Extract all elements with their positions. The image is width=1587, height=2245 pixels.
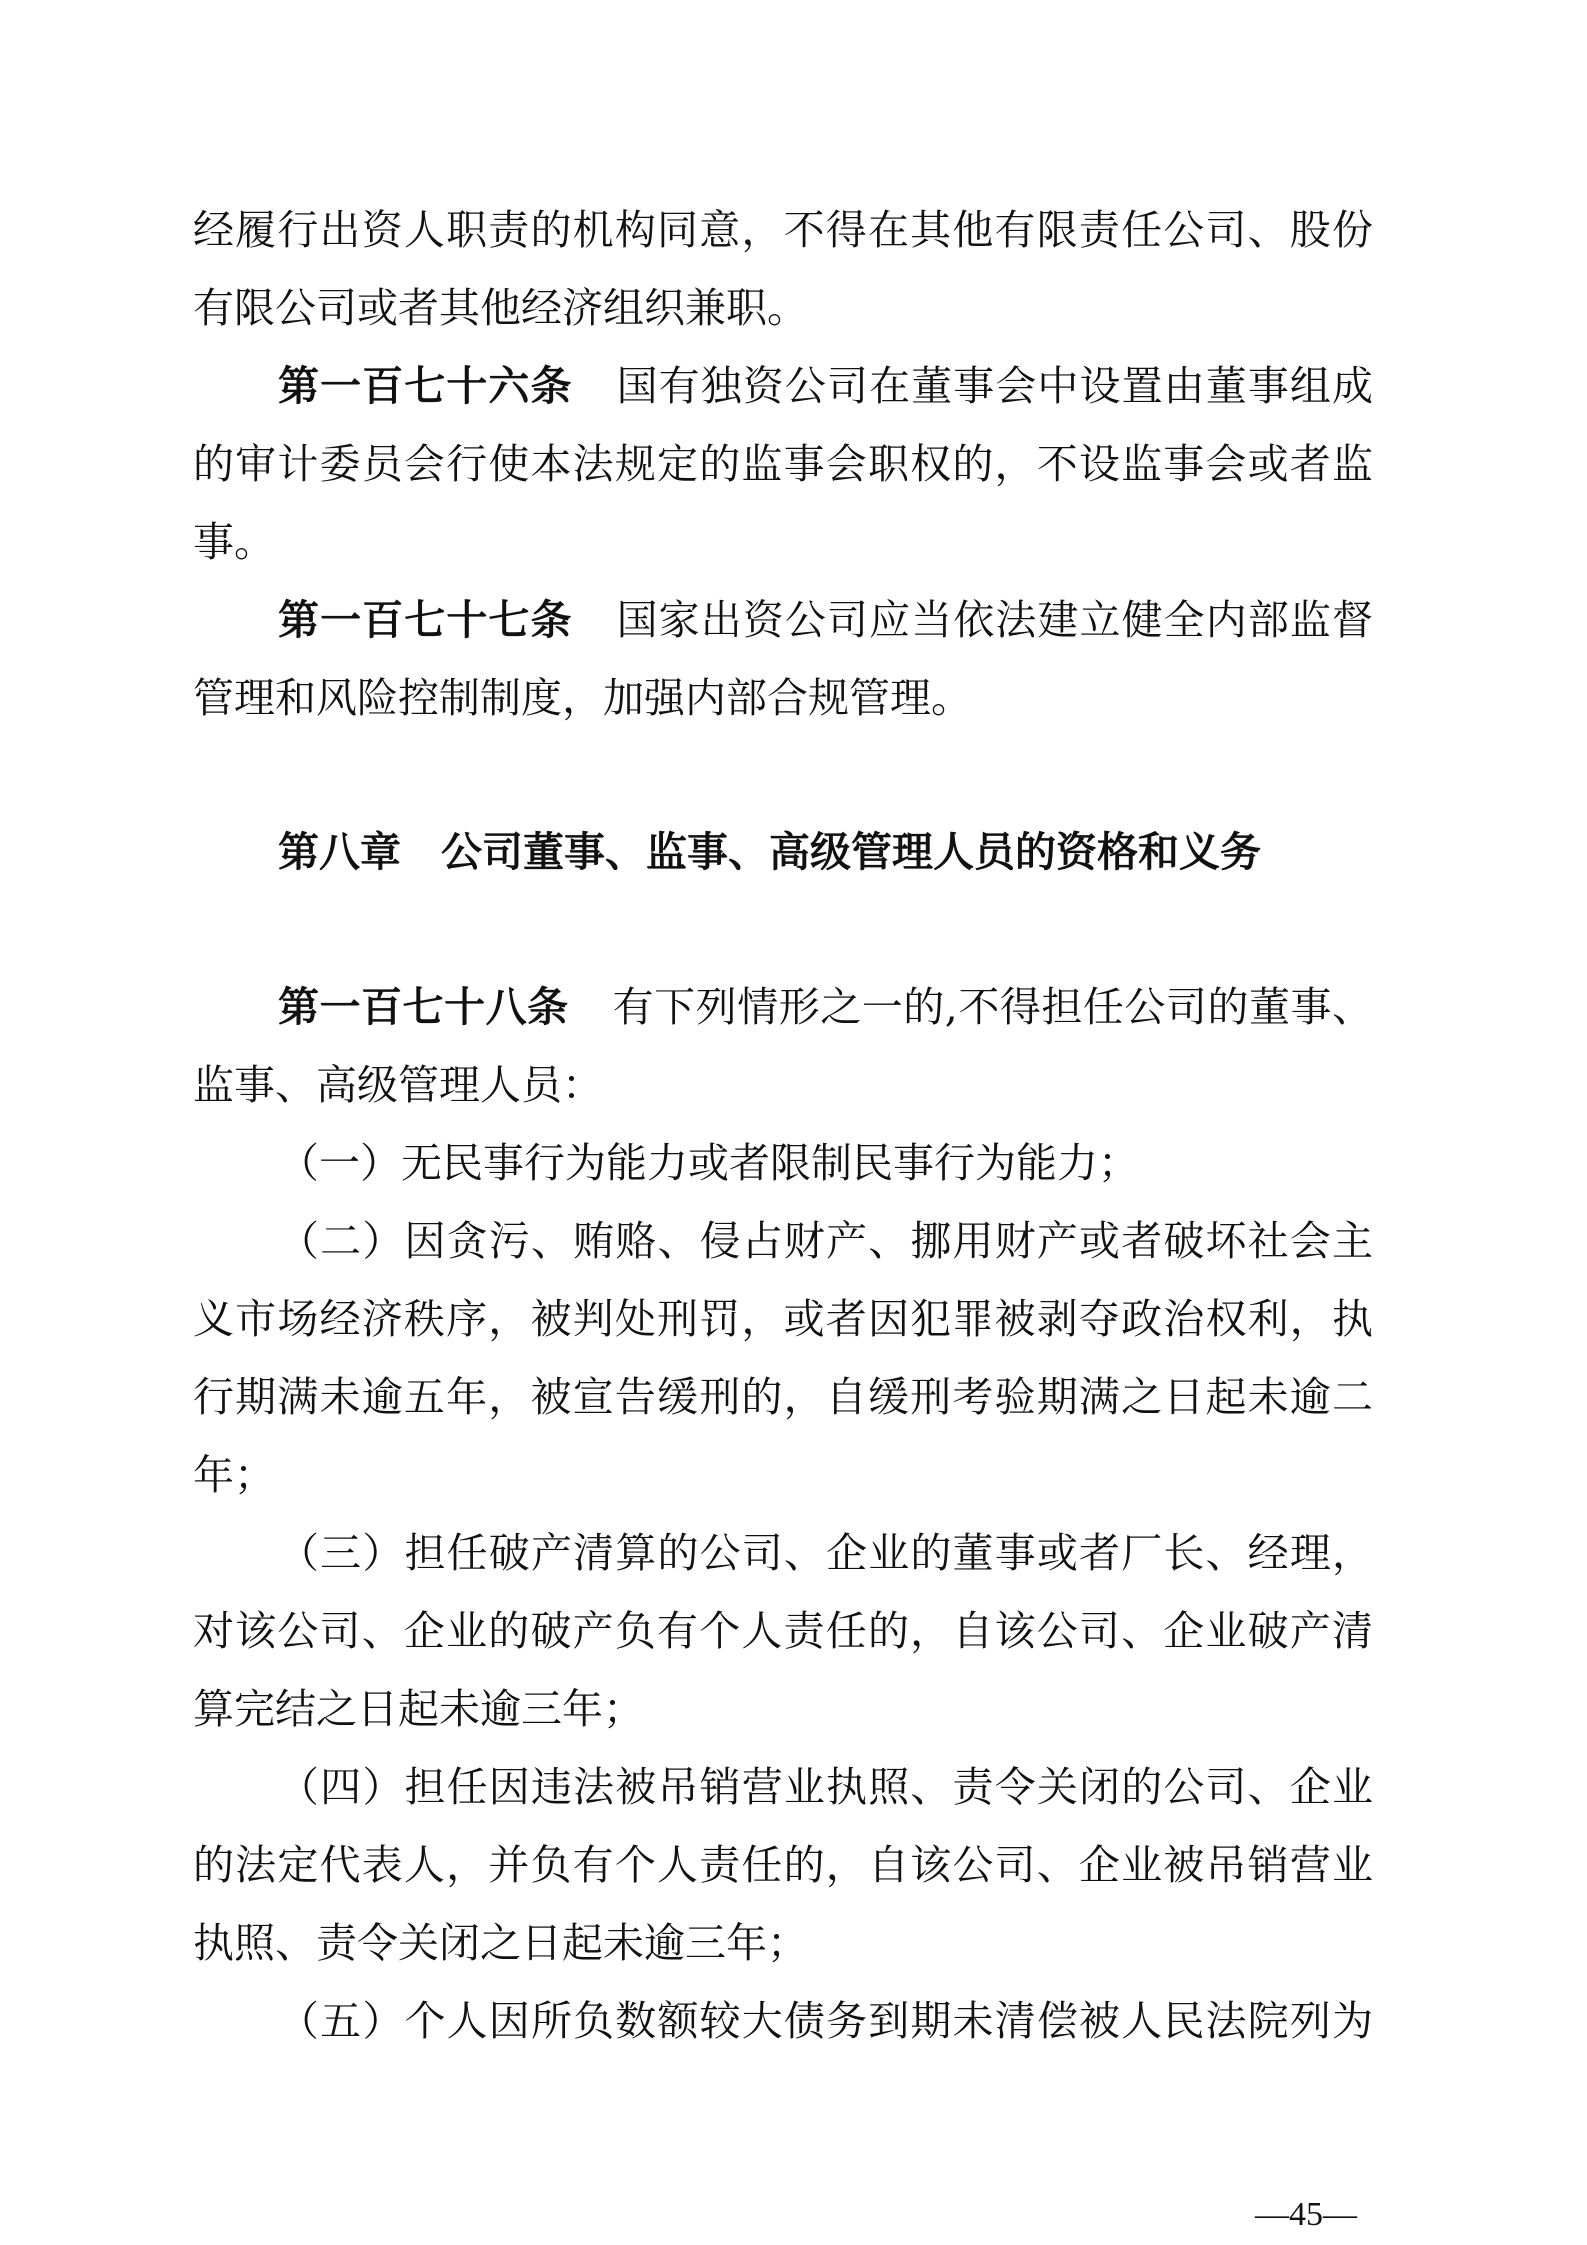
paragraph-line: 的审计委员会行使本法规定的监事会职权的，不设监事会或者监 [193,440,1373,488]
paragraph-line: 经履行出资人职责的机构同意，不得在其他有限责任公司、股份 [193,206,1373,254]
article-176-text: 国有独资公司在董事会中设置由董事组成 [616,362,1373,410]
article-177-title: 第一百七十七条 [278,596,573,644]
chapter-title: 公司董事、监事、高级管理人员的资格和义务 [441,828,1261,876]
list-item-2: （二）因贪污、贿赂、侵占财产、挪用财产或者破坏社会主 [278,1217,1373,1265]
paragraph-line: 算完结之日起未逾三年； [193,1685,644,1733]
list-item-4: （四）担任因违法被吊销营业执照、责令关闭的公司、企业 [278,1763,1373,1811]
paragraph-line: 对该公司、企业的破产负有个人责任的，自该公司、企业破产清 [193,1607,1373,1655]
article-178-line [278,977,1373,1037]
paragraph-line: 行期满未逾五年，被宣告缓刑的，自缓刑考验期满之日起未逾二 [193,1373,1373,1421]
article-178-text: 有下列情形之一的,不得担任公司的董事、 [612,983,1373,1031]
list-item-1: （一）无民事行为能力或者限制民事行为能力； [278,1139,1139,1187]
article-177-line [278,590,1373,650]
article-177-text: 国家出资公司应当依法建立健全内部监督 [616,596,1373,644]
page-number: —45— [1255,2196,1357,2233]
article-176-title: 第一百七十六条 [278,362,573,410]
paragraph-line: 的法定代表人，并负有个人责任的，自该公司、企业被吊销营业 [193,1841,1373,1889]
paragraph-line: 有限公司或者其他经济组织兼职。 [193,284,808,332]
chapter-heading [278,822,1261,882]
paragraph-line: 义市场经济秩序，被判处刑罚，或者因犯罪被剥夺政治权利，执 [193,1295,1373,1343]
list-item-3: （三）担任破产清算的公司、企业的董事或者厂长、经理， [278,1529,1373,1577]
article-178-title: 第一百七十八条 [278,983,569,1031]
paragraph-line: 管理和风险控制制度，加强内部合规管理。 [193,674,972,722]
list-item-5: （五）个人因所负数额较大债务到期未清偿被人民法院列为 [278,1997,1373,2045]
paragraph-line: 执照、责令关闭之日起未逾三年； [193,1919,808,1967]
paragraph-line: 监事、高级管理人员： [193,1061,603,1109]
article-176-line [278,356,1373,416]
chapter-number: 第八章 [278,828,401,876]
paragraph-line: 年； [193,1451,275,1499]
paragraph-line: 事。 [193,518,275,566]
